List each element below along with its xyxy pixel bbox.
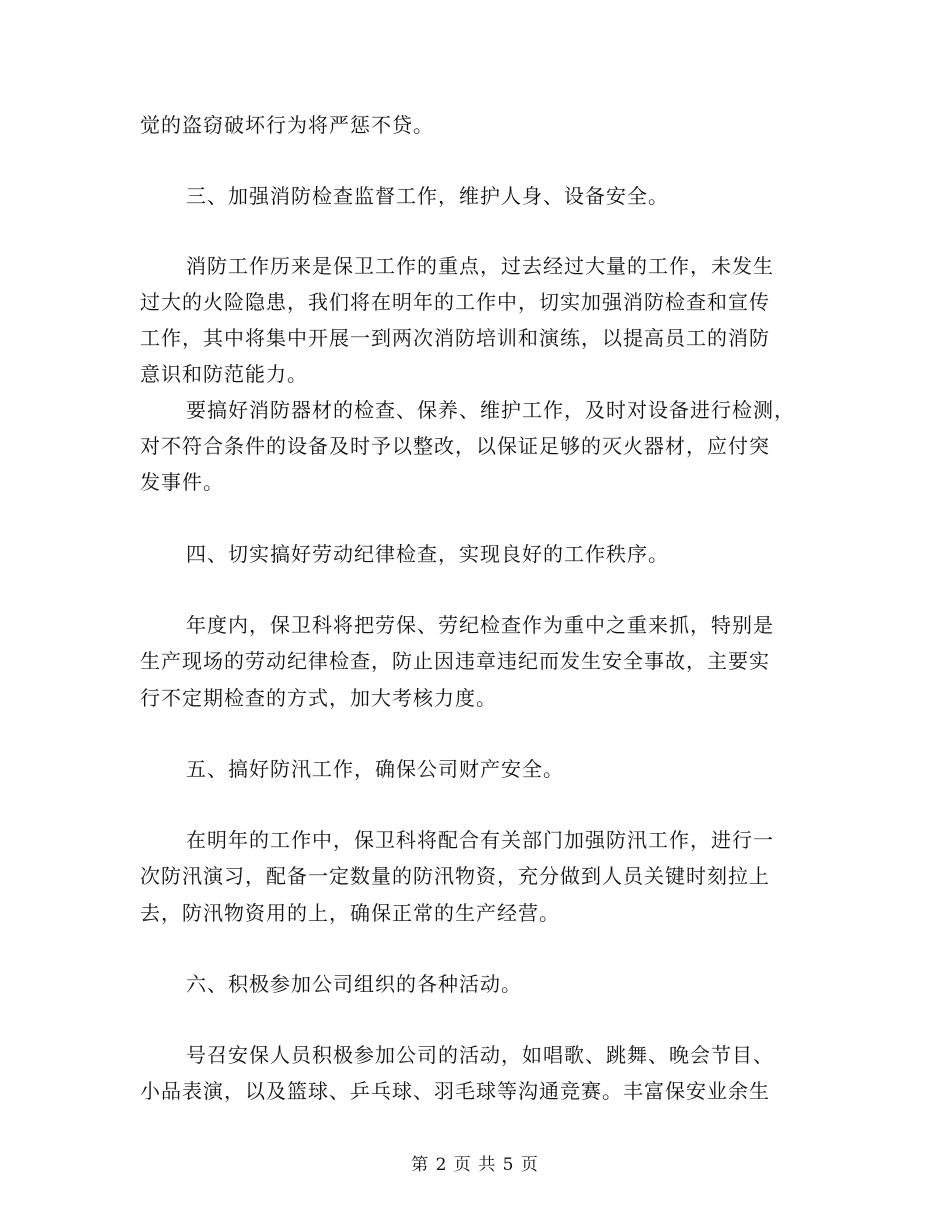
- text-line: 号召安保人员积极参加公司的活动，如唱歌、跳舞、晚会节目、: [186, 1043, 774, 1067]
- text-line: 要搞好消防器材的检查、保养、维护工作，及时对设备进行检测，: [186, 398, 795, 422]
- page-footer: 第 2 页 共 5 页: [411, 1155, 539, 1175]
- text-line: 对不符合条件的设备及时予以整改，以保证足够的灭火器材，应付突: [140, 434, 770, 458]
- text-line: 过大的火险隐患，我们将在明年的工作中，切实加强消防检查和宣传: [140, 290, 770, 314]
- text-line: 小品表演，以及篮球、乒乓球、羽毛球等沟通竞赛。丰富保安业余生: [140, 1079, 770, 1103]
- section-heading-3: 三、加强消防检查监督工作，维护人身、设备安全。: [186, 184, 669, 208]
- text-line: 工作，其中将集中开展一到两次消防培训和演练，以提高员工的消防: [140, 326, 770, 350]
- text-line: 觉的盗窃破坏行为将严惩不贷。: [140, 113, 434, 137]
- section-heading-6: 六、积极参加公司组织的各种活动。: [186, 972, 522, 996]
- text-line: 生产现场的劳动纪律检查，防止因违章违纪而发生安全事故，主要实: [140, 649, 770, 673]
- text-line: 行不定期检查的方式，加大考核力度。: [140, 686, 497, 710]
- section-heading-4: 四、切实搞好劳动纪律检查，实现良好的工作秩序。: [186, 542, 669, 566]
- text-line: 年度内，保卫科将把劳保、劳纪检查作为重中之重来抓，特别是: [186, 613, 774, 637]
- section-heading-5: 五、搞好防汛工作，确保公司财产安全。: [186, 757, 564, 781]
- text-line: 意识和防范能力。: [140, 362, 308, 386]
- text-line: 去，防汛物资用的上，确保正常的生产经营。: [140, 901, 560, 925]
- text-line: 发事件。: [140, 470, 224, 494]
- text-line: 在明年的工作中，保卫科将配合有关部门加强防汛工作，进行一: [186, 828, 774, 852]
- text-line: 次防汛演习，配备一定数量的防汛物资，充分做到人员关键时刻拉上: [140, 864, 770, 888]
- text-line: 消防工作历来是保卫工作的重点，过去经过大量的工作，未发生: [186, 254, 774, 278]
